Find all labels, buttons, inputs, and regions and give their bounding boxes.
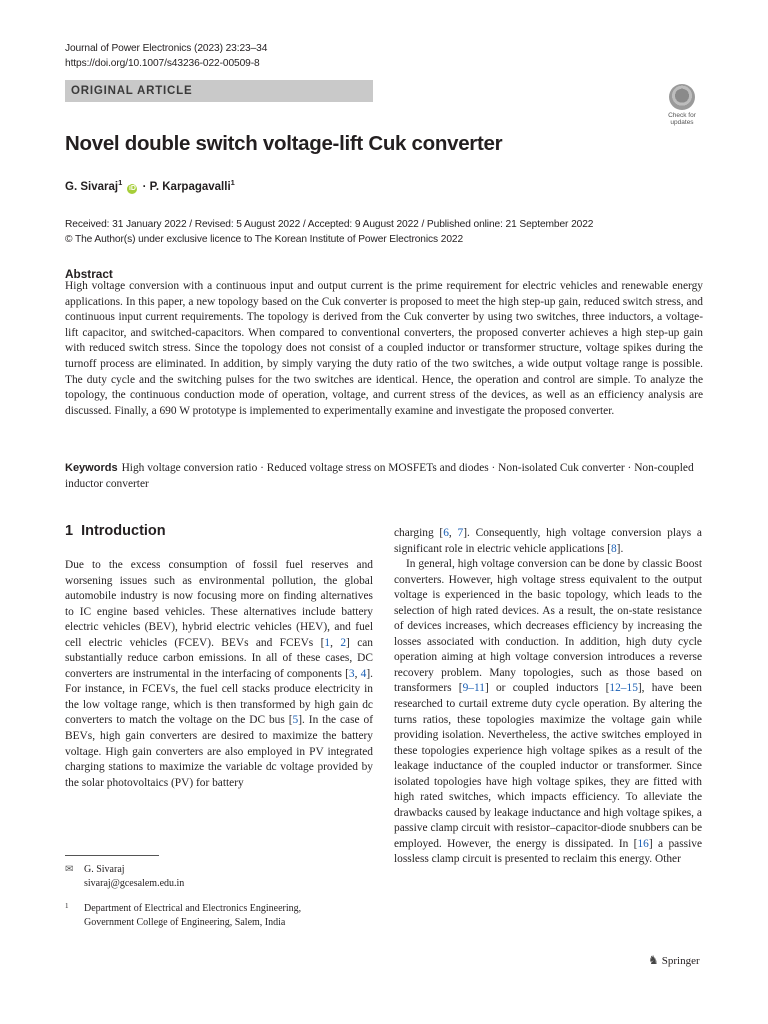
corresponding-author-footnote [65,863,184,890]
section-number: 1 [65,523,74,539]
corresponding-author-email[interactable]: sivaraj@gcesalem.edu.in [84,877,185,889]
citation-link[interactable]: 9–11 [462,682,485,695]
citation-link[interactable]: 6 [443,527,449,539]
paper-title: Novel double switch voltage-lift Cuk converter [65,132,503,155]
citation-link[interactable]: 5 [292,714,299,727]
affiliation-line: Government College of Engineering, Salem, India [84,916,286,928]
date-history: Received: 31 January 2022 / Revised: 5 August 2022 / Accepted: 9 August 2022 / Published online: 21 September 2022 [65,219,594,230]
doi-link[interactable]: https://doi.org/10.1007/s43236-022-00509-8 [65,58,260,69]
section-heading [65,523,166,539]
citation-link[interactable]: 3 [348,667,355,680]
body-paragraph: In general, high voltage conversion can be done by classic Boost converters. However, high voltage stress equivalent to the output voltage is experienced in the basic topology, which leads to the selection of high rated devices. As a result, the on-state resistance of devices increases, which decreases efficiency by increasing the losses associated with conduction. In addition, high duty cycle operation aiming at high voltage conversion introduces a reverse recovery problem. Many topologies, such as those based on transformers [9–11] or coupled inductors [12–15], have been researched to curtail extreme duty cycle operation. By altering the turns ratios, these topologies maximize the voltage gain while providing isolation. Nevertheless, the active switches employed in these topologies experience high voltage spikes as a result of the leakage inductance of the coupled inductor or transformer. Since isolated topologies have high voltage spikes, they are fitted with high rated switches, which impacts efficiency. To alleviate the drawbacks caused by leakage inductance and high voltage spikes, a passive clamp circuit with resistor–capacitor-diode snubbers can be employed. However, the energy is dissipated. In [16] a passive lossless clamp circuit is presented to reclaim this energy. Other [394,558,702,866]
citation-link[interactable]: 4 [360,667,367,680]
keywords-label: Keywords [65,462,118,474]
footnote-divider [65,855,159,856]
citation-link[interactable]: 2 [340,636,347,649]
publisher-name: Springer [661,955,700,967]
journal-header [65,41,267,71]
check-updates-icon [669,84,695,110]
check-for-updates-badge[interactable]: Check for updates [662,84,702,124]
copyright-line: © The Author(s) under exclusive licence to The Korean Institute of Power Electronics 2022 [65,234,464,245]
affiliation-line: Department of Electrical and Electronics Engineering, [84,903,302,914]
author-affiliation-mark: 1 [118,178,123,187]
citation-link[interactable]: 7 [457,527,464,539]
envelope-icon: ✉ [65,864,74,875]
affiliation-number: 1 [65,902,69,910]
citation-link[interactable]: 12–15 [609,682,638,695]
author-name[interactable]: P. Karpagavalli [149,180,231,193]
keywords-block [65,461,703,492]
right-column [394,526,702,868]
publication-dates [65,217,593,247]
citation-link[interactable]: 1 [324,636,331,649]
author-affiliation-mark: 1 [230,178,235,187]
citation-link[interactable]: 16 [637,837,649,850]
article-type-band: ORIGINAL ARTICLE [65,80,373,102]
author-name[interactable]: G. Sivaraj [65,180,119,193]
left-column [65,558,373,791]
springer-horse-icon: ♞ [648,953,659,967]
citation-link[interactable]: 8 [610,542,617,555]
journal-citation: Journal of Power Electronics (2023) 23:23–34 [65,43,268,54]
section-title: Introduction [81,523,166,539]
body-paragraph: Due to the excess consumption of fossil fuel reserves and worsening issues such as environmental pollution, the global automobile industry is now focusing more on finding alternatives to IC engine based vehicles. These alternatives include battery electric vehicles (BEV), hybrid electric vehicles (HEV), and fuel cell electric vehicles (FCEV). BEVs and FCEVs [1, 2] can substantially reduce carbon emissions. In all of these cases, DC converters are instrumental in the interfacing of components [3, 4]. For instance, in FCEVs, the fuel cell stacks produce electricity in the low voltage range, which is then transformed by high gain dc converters to match the voltage on the DC bus [5]. In the case of BEVs, high gain converters are desired to maximize the battery voltage. High gain converters are also employed in PV integrated charging stations to maximize the variable dc voltage provided by the solar photovoltaics (PV) for battery [65,559,373,789]
body-paragraph: charging [6, 7]. Consequently, high voltage conversion plays a significant role in electric vehicle applications [8]. [394,527,702,555]
keywords-text: High voltage conversion ratio · Reduced voltage stress on MOSFETs and diodes · Non-isolated Cuk converter · Non-coupled inductor converter [65,462,694,490]
author-list [65,178,235,194]
abstract-text: High voltage conversion with a continuous input and output current is the prime requirement for electric vehicles and renewable energy applications. In this paper, a new topology based on the Cuk converter is proposed to meet the high step-up gain, reduced switch stress, and continuous input current requirements. The topology is derived from the Cuk converter by using two switches, three inductors, a voltage-lift capacitor, and switched-capacitors. When compared to conventional converters, the proposed converter achieves a high step-up gain with reduced switch stress. Since the topology does not consist of a coupled inductor or transformer structure, voltage spikes during the turnoff process are eliminated. In addition, by simply varying the duty ratio of the two switches, a wide output voltage range is possible. The duty cycle and the switching pulses for the two switches are identical. Hence, the operation and control are simple. To analyze the topology, the continuous conduction mode of operation, voltage, and current stress of the devices, as well as an efficiency analysis are discussed. Finally, a 690 W prototype is implemented to experimentally examine and investigate the proposed converter. [65,280,703,417]
author-separator: · [139,180,150,193]
corresponding-author-name: G. Sivaraj [84,864,125,875]
publisher-logo [648,953,700,968]
affiliation-footnote [65,902,373,929]
abstract-heading: Abstract [65,267,113,281]
orcid-icon[interactable]: iD [128,184,136,192]
